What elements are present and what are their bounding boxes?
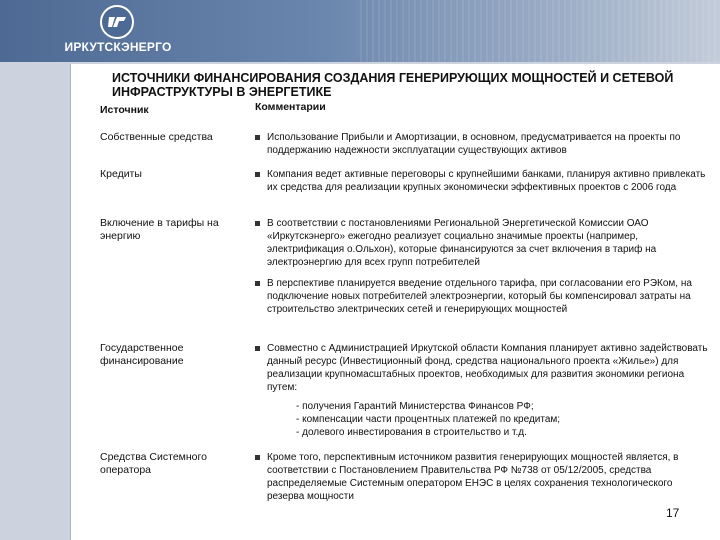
comment-text: В соответствии с постановлениями Региональной Энергетической Комиссии ОАО «Иркутскэнерго» ежегодно реализует социально значимые проекты (например, электрификация о.Ольхон), которые финансируются за счет включения в тариф на электроэнергию для всех групп потребителей [267, 218, 657, 268]
comment-bullet [255, 131, 710, 157]
source-state-funding: Государственное финансирование [100, 342, 184, 367]
source-own-funds: Собственные средства [100, 131, 213, 143]
bullet-square-icon [255, 172, 260, 177]
column-header-comments: Комментарии [255, 101, 326, 113]
comment-text: Совместно с Администрацией Иркутской области Компания планирует активно задействовать данный ресурс (Инвестиционный фонд, средства национального проекта «Жилье») для реализации крупномасштабных проектов, необходимых для развития экономики региона путем: [267, 343, 708, 393]
sub-item: - получения Гарантий Министерства Финансов РФ; [296, 401, 534, 412]
source-credits: Кредиты [100, 168, 142, 180]
header-decoration [360, 0, 720, 62]
company-logo-icon [100, 5, 134, 39]
page-number: 17 [666, 506, 680, 520]
comment-bullet [255, 451, 710, 503]
comment-text: Компания ведет активные переговоры с крупнейшими банками, планируя активно привлекать их средства для реализации крупных экономически эффективных проектов с 2006 года [267, 169, 706, 193]
source-system-operator: Средства Системного оператора [100, 451, 207, 476]
comment-bullet [255, 277, 710, 316]
source-tariffs: Включение в тарифы на энергию [100, 217, 219, 242]
comment-bullet [255, 168, 710, 194]
sub-item: - компенсации части процентных платежей по кредитам; [296, 414, 561, 425]
bullet-square-icon [255, 281, 260, 286]
comment-bullet [255, 342, 710, 394]
sub-item: - долевого инвестирования в строительство и т.д. [296, 427, 527, 438]
column-header-source: Источник [100, 104, 149, 116]
bullet-square-icon [255, 135, 260, 140]
bullet-square-icon [255, 221, 260, 226]
bullet-square-icon [255, 346, 260, 351]
slide-title: ИСТОЧНИКИ ФИНАНСИРОВАНИЯ СОЗДАНИЯ ГЕНЕРИРУЮЩИХ МОЩНОСТЕЙ И СЕТЕВОЙ ИНФРАСТРУКТУРЫ В ЭНЕРГЕТИКЕ [112, 71, 674, 99]
comment-text: В перспективе планируется введение отдельного тарифа, при согласовании его РЭКом, на подключение новых потребителей электроэнергии, который бы компенсировал затраты на строительство электрических сетей и генерирующих мощностей [267, 278, 692, 315]
comment-text: Использование Прибыли и Амортизации, в основном, предусматривается на проекты по поддержанию надежности эксплуатации существующих активов [267, 132, 681, 156]
comment-bullet [255, 217, 710, 269]
company-name: ИРКУТСКЭНЕРГО [64, 40, 172, 54]
comment-text: Кроме того, перспективным источником развития генерирующих мощностей является, в соответствии с Постановлением Правительства РФ №738 от 05/12/2005, средства распределяемые Системным оператором ЕНЭС в целях сохранения технологического резерва мощности [267, 452, 679, 502]
bullet-square-icon [255, 455, 260, 460]
header-banner [0, 0, 720, 62]
